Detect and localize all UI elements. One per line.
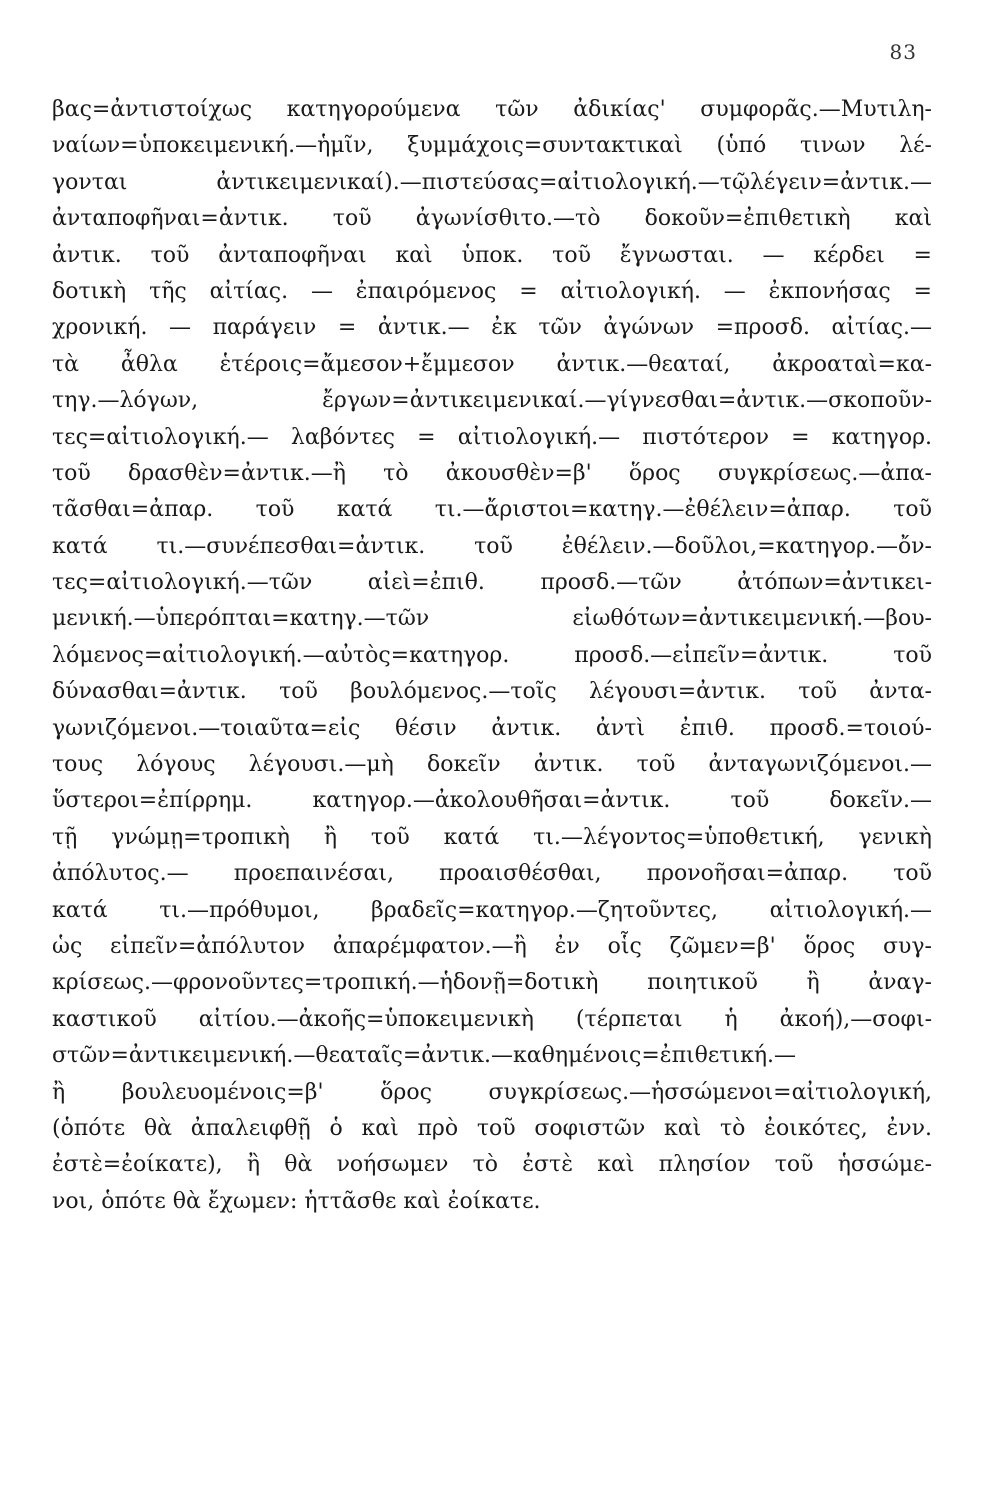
- text-line: ἀνταποφῆναι=ἀντικ. τοῦ ἀγωνίσθιτο.—τὸ δοκοῦν=ἐπιθετικὴ καὶ: [52, 206, 932, 232]
- text-line: τᾶσθαι=ἀπαρ. τοῦ κατά τι.—ἄριστοι=κατηγ.—ἐθέλειν=ἀπαρ. τοῦ: [52, 497, 932, 523]
- text-line: τῇ γνώμῃ=τροπικὴ ἢ τοῦ κατά τι.—λέγοντος=ὑποθετική, γενικὴ: [52, 824, 932, 850]
- text-line: βας=ἀντιστοίχως κατηγορούμενα τῶν ἀδικίας' συμφορᾶς.—Μυτιλη-: [52, 97, 932, 122]
- text-line: γωνιζόμενοι.—τοιαῦτα=εἰς θέσιν ἀντικ. ἀντὶ ἐπιθ. προσδ.=τοιού-: [52, 715, 932, 741]
- text-line: ναίων=ὑποκειμενική.—ἡμῖν, ξυμμάχοις=συντακτικαὶ (ὑπό τινων λέ-: [52, 133, 932, 159]
- text-line: ἀπόλυτος.— προεπαινέσαι, προαισθέσθαι, προνοῆσαι=ἀπαρ. τοῦ: [52, 861, 932, 887]
- text-line: τες=αἰτιολογική.—τῶν αἰεὶ=ἐπιθ. προσδ.—τῶν ἀτόπων=ἀντικει-: [52, 570, 932, 596]
- page-number: 83: [889, 40, 917, 64]
- text-line: καστικοῦ αἰτίου.—ἀκοῆς=ὑποκειμενικὴ (τέρπεται ἡ ἀκοή),—σοφι-: [52, 1006, 932, 1032]
- text-line: στῶν=ἀντικειμενική.—θεαταῖς=ἀντικ.—καθημένοις=ἐπιθετική.—: [52, 1043, 797, 1069]
- text-line: δύνασθαι=ἀντικ. τοῦ βουλόμενος.—τοῖς λέγουσι=ἀντικ. τοῦ ἀντα-: [52, 679, 932, 705]
- text-line: κατά τι.—συνέπεσθαι=ἀντικ. τοῦ ἐθέλειν.—δοῦλοι,=κατηγορ.—ὄν-: [52, 533, 932, 559]
- text-line: ὡς εἰπεῖν=ἀπόλυτον ἀπαρέμφατον.—ἢ ἐν οἷς ζῶμεν=β' ὅρος συγ-: [52, 933, 932, 959]
- text-line: λόμενος=αἰτιολογική.—αὐτὸς=κατηγορ. προσδ.—εἰπεῖν=ἀντικ. τοῦ: [52, 642, 932, 668]
- text-line: (ὁπότε θὰ ἀπαλειφθῇ ὁ καὶ πρὸ τοῦ σοφιστῶν καὶ τὸ ἐοικότες, ἐνν.: [52, 1115, 932, 1141]
- text-line: τηγ.—λόγων, ἔργων=ἀντικειμενικαί.—γίγνεσθαι=ἀντικ.—σκοποῦν-: [52, 388, 932, 414]
- text-line: τους λόγους λέγουσι.—μὴ δοκεῖν ἀντικ. τοῦ ἀνταγωνιζόμενοι.—: [52, 752, 932, 778]
- text-line: χρονική. — παράγειν = ἀντικ.— ἐκ τῶν ἀγώνων =προσδ. αἰτίας.—: [52, 315, 932, 341]
- text-body: [52, 92, 932, 1220]
- text-line: τες=αἰτιολογική.— λαβόντες = αἰτιολογική.— πιστότερον = κατηγορ.: [52, 424, 932, 450]
- text-line: τοῦ δρασθὲν=ἀντικ.—ἢ τὸ ἀκουσθὲν=β' ὅρος συγκρίσεως.—ἀπα-: [52, 460, 932, 486]
- text-line: νοι, ὁπότε θὰ ἔχωμεν: ἡττᾶσθε καὶ ἐοίκατε.: [52, 1188, 541, 1214]
- text-line: ὕστεροι=ἐπίρρημ. κατηγορ.—ἀκολουθῆσαι=ἀντικ. τοῦ δοκεῖν.—: [52, 788, 932, 814]
- text-line: κατά τι.—πρόθυμοι, βραδεῖς=κατηγορ.—ζητοῦντες, αἰτιολογική.—: [52, 897, 932, 923]
- text-line: ἐστὲ=ἐοίκατε), ἢ θὰ νοήσωμεν τὸ ἐστὲ καὶ πλησίον τοῦ ἡσσώμε-: [52, 1152, 932, 1178]
- text-line: γονται ἀντικειμενικαί).—πιστεύσας=αἰτιολογική.—τῷλέγειν=ἀντικ.—: [52, 169, 932, 195]
- text-line: κρίσεως.—φρονοῦντες=τροπική.—ἡδονῇ=δοτικὴ ποιητικοῦ ἢ ἀναγ-: [52, 970, 932, 996]
- text-line: μενική.—ὑπερόπται=κατηγ.—τῶν εἰωθότων=ἀντικειμενική.—βου-: [52, 606, 932, 632]
- text-line: ἀντικ. τοῦ ἀνταποφῆναι καὶ ὑποκ. τοῦ ἔγνωσται. — κέρδει =: [52, 242, 932, 268]
- text-line: ἢ βουλευομένοις=β' ὅρος συγκρίσεως.—ἡσσώμενοι=αἰτιολογική,: [52, 1079, 932, 1105]
- text-line: δοτικὴ τῆς αἰτίας. — ἐπαιρόμενος = αἰτιολογική. — ἐκπονήσας =: [52, 278, 932, 304]
- text-line: τὰ ἆθλα ἑτέροις=ἄμεσον+ἔμμεσον ἀντικ.—θεαταί, ἀκροαταὶ=κα-: [52, 351, 932, 377]
